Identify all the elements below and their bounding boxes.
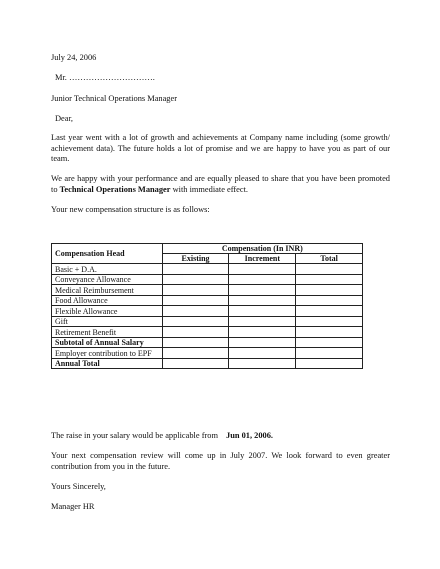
position-title: Junior Technical Operations Manager xyxy=(51,94,178,103)
value-cell xyxy=(296,295,363,306)
compensation-head-header: Compensation Head xyxy=(52,244,163,264)
value-cell xyxy=(162,358,229,369)
value-cell xyxy=(229,348,296,359)
table-row xyxy=(52,337,363,348)
value-cell xyxy=(162,348,229,359)
paragraph-promotion xyxy=(51,174,390,195)
row-label: Food Allowance xyxy=(52,295,163,306)
value-cell xyxy=(162,327,229,338)
table-row xyxy=(52,274,363,285)
column-header-existing: Existing xyxy=(162,254,229,264)
value-cell xyxy=(296,348,363,359)
value-cell xyxy=(296,327,363,338)
promotion-text-end: with immediate effect. xyxy=(170,184,249,194)
column-header-increment: Increment xyxy=(229,254,296,264)
row-label: Retirement Benefit xyxy=(52,327,163,338)
row-label: Flexible Allowance xyxy=(52,306,163,317)
table-row xyxy=(52,264,363,275)
raise-text: The raise in your salary would be applicable from xyxy=(51,431,218,440)
salutation: Dear, xyxy=(55,114,74,123)
paragraph-intro: Last year went with a lot of growth and achievements at Company name including (some growth/ achievement data). The future holds a lot of promise and we are happy to have you as part of our team. xyxy=(51,133,390,163)
value-cell xyxy=(162,274,229,285)
value-cell xyxy=(162,295,229,306)
value-cell xyxy=(229,337,296,348)
row-label: Subtotal of Annual Salary xyxy=(52,337,163,348)
table-row xyxy=(52,327,363,338)
raise-date: Jun 01, 2006. xyxy=(226,431,274,440)
value-cell xyxy=(229,285,296,296)
recipient-line: Mr. …………………………. xyxy=(55,73,155,82)
table-row xyxy=(52,295,363,306)
value-cell xyxy=(296,274,363,285)
closing: Yours Sincerely, xyxy=(51,482,106,491)
row-label: Gift xyxy=(52,316,163,327)
value-cell xyxy=(229,327,296,338)
table-row xyxy=(52,285,363,296)
table-row xyxy=(52,306,363,317)
value-cell xyxy=(229,358,296,369)
value-cell xyxy=(296,316,363,327)
letter-date: July 24, 2006 xyxy=(51,53,97,62)
row-label: Annual Total xyxy=(52,358,163,369)
value-cell xyxy=(229,274,296,285)
value-cell xyxy=(296,337,363,348)
value-cell xyxy=(296,306,363,317)
row-label: Employer contribution to EPF xyxy=(52,348,163,359)
value-cell xyxy=(296,285,363,296)
compensation-table xyxy=(51,243,363,369)
table-row xyxy=(52,358,363,369)
value-cell xyxy=(229,306,296,317)
value-cell xyxy=(296,264,363,275)
paragraph-structure-intro: Your new compensation structure is as follows: xyxy=(51,205,210,214)
compensation-group-header: Compensation (In INR) xyxy=(162,244,362,254)
value-cell xyxy=(162,316,229,327)
value-cell xyxy=(162,306,229,317)
promotion-text-start: We are happy with your performance and are equally pleased to share that you have been promoted to xyxy=(51,174,390,194)
value-cell xyxy=(162,264,229,275)
value-cell xyxy=(296,358,363,369)
signature: Manager HR xyxy=(51,502,95,511)
paragraph-review: Your next compensation review will come up in July 2007. We look forward to even greater contribution from you in the future. xyxy=(51,451,390,471)
value-cell xyxy=(229,316,296,327)
row-label: Conveyance Allowance xyxy=(52,274,163,285)
row-label: Medical Reimbursement xyxy=(52,285,163,296)
value-cell xyxy=(162,285,229,296)
table-row xyxy=(52,316,363,327)
promotion-role: Technical Operations Manager xyxy=(59,184,171,194)
row-label: Basic + D.A. xyxy=(52,264,163,275)
table-row xyxy=(52,348,363,359)
value-cell xyxy=(229,264,296,275)
value-cell xyxy=(229,295,296,306)
column-header-total: Total xyxy=(296,254,363,264)
value-cell xyxy=(162,337,229,348)
